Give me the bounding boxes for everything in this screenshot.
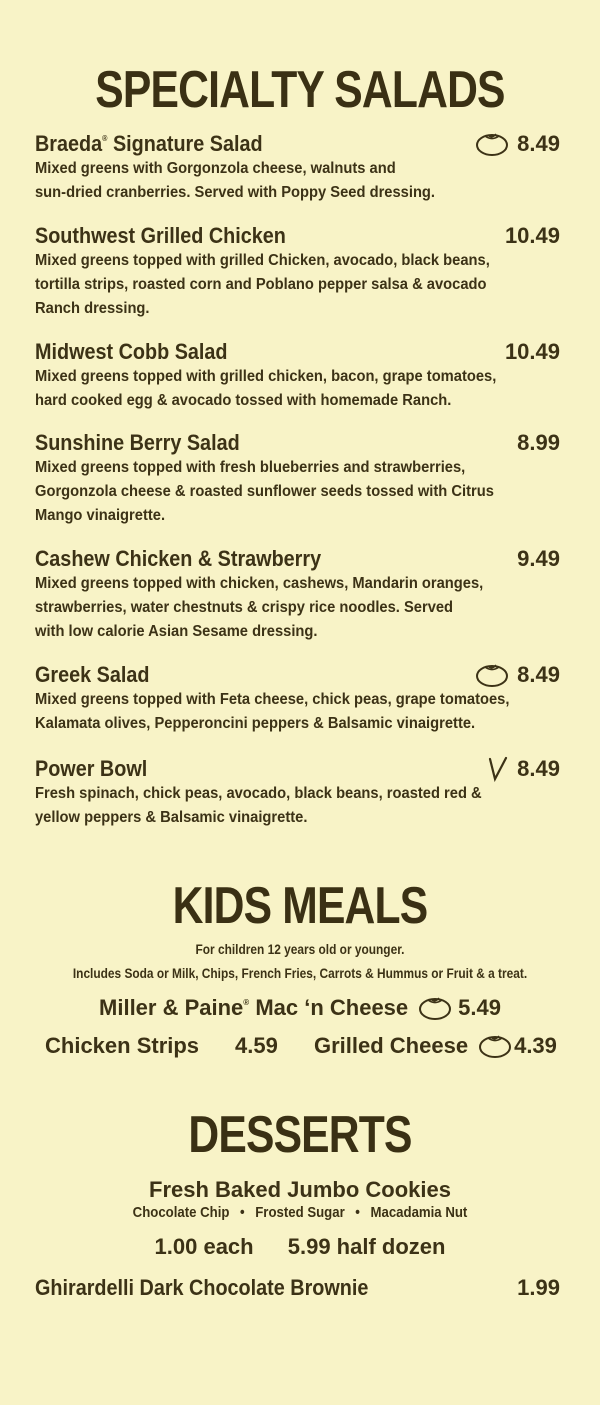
menu-item-greek-salad: [35, 662, 560, 736]
item-price: 10.49: [504, 223, 560, 248]
item-price: 1.99: [517, 1275, 560, 1300]
menu-item-power-bowl: [35, 756, 560, 830]
item-name: Grilled Cheese: [314, 1033, 469, 1058]
menu-item-midwest-cobb: [35, 339, 560, 413]
item-name: Cashew Chicken & Strawberry: [35, 546, 322, 571]
item-description: Mixed greens topped with grilled Chicken, avocado, black beans, tortilla strips, roasted corn and Poblano pepper salsa & avocado Ranch dressing.: [35, 252, 490, 317]
item-price: 8.49: [517, 756, 560, 781]
flavor-macadamia-nut: Macadamia Nut: [370, 1204, 468, 1221]
vegan-v-icon: [487, 756, 509, 782]
section-title-kids: KIDS MEALS: [172, 877, 428, 935]
item-description: Mixed greens with Gorgonzola cheese, walnuts and sun-dried cranberries. Served with Poppy Seed dressing.: [35, 160, 436, 201]
item-price: 10.49: [504, 339, 560, 364]
item-name: Chicken Strips: [45, 1033, 200, 1058]
item-name: Power Bowl: [35, 756, 148, 781]
item-name: Ghirardelli Dark Chocolate Brownie: [35, 1275, 369, 1300]
item-price: 8.49: [517, 131, 560, 156]
item-name: Southwest Grilled Chicken: [35, 223, 286, 248]
item-name: Braeda® Signature Salad: [35, 131, 263, 156]
item-name: Greek Salad: [35, 662, 150, 687]
tomato-icon: [475, 131, 509, 157]
item-name: Miller & Paine® Mac ‘n Cheese: [99, 995, 409, 1020]
menu-item-brownie: [35, 1275, 560, 1301]
menu-item-sunshine-berry: [35, 430, 560, 528]
flavor-frosted-sugar: Frosted Sugar: [255, 1204, 345, 1221]
bullet-dot: •: [240, 1204, 245, 1221]
item-description: Mixed greens topped with grilled chicken, bacon, grape tomatoes, hard cooked egg & avocado tossed with homemade Ranch.: [35, 368, 497, 409]
item-description: Mixed greens topped with chicken, cashews, Mandarin oranges, strawberries, water chestnuts & crispy rice noodles. Served with low calorie Asian Sesame dressing.: [35, 575, 484, 640]
item-price: 9.49: [517, 546, 560, 571]
price-each: 1.00 each: [154, 1234, 254, 1259]
bullet-dot: •: [355, 1204, 360, 1221]
registered-mark: ®: [102, 134, 108, 143]
item-name: Midwest Cobb Salad: [35, 339, 228, 364]
price-half-dozen: 5.99 half dozen: [287, 1234, 446, 1259]
item-name: Sunshine Berry Salad: [35, 430, 240, 455]
kids-includes-note: Includes Soda or Milk, Chips, French Fries, Carrots & Hummus or Fruit & a treat.: [72, 965, 528, 981]
item-price: 8.49: [517, 662, 560, 687]
item-description: Fresh spinach, chick peas, avocado, black beans, roasted red & yellow peppers & Balsamic vinaigrette.: [35, 785, 482, 826]
registered-mark: ®: [243, 998, 250, 1007]
item-price: 8.99: [517, 430, 560, 455]
kids-item-chicken-strips: [45, 1033, 278, 1059]
section-title-salads: SPECIALTY SALADS: [95, 61, 505, 119]
cookie-title: Fresh Baked Jumbo Cookies: [149, 1177, 451, 1202]
tomato-icon: [478, 1033, 512, 1059]
tomato-icon: [418, 995, 452, 1021]
menu-item-cashew-chicken: [35, 546, 560, 644]
flavor-chocolate-chip: Chocolate Chip: [132, 1204, 230, 1221]
item-price: 5.49: [458, 995, 501, 1020]
item-price: 4.59: [235, 1033, 278, 1058]
kids-item-mac-cheese: [0, 995, 600, 1021]
item-description: Mixed greens topped with fresh blueberries and strawberries, Gorgonzola cheese & roasted sunflower seeds tossed with Citrus Mango vinaigrette.: [35, 459, 494, 524]
menu-item-southwest-chicken: [35, 223, 560, 321]
section-title-desserts: DESSERTS: [188, 1106, 412, 1164]
cookie-prices: [0, 1234, 600, 1260]
menu-item-braeda-salad: [35, 131, 560, 205]
item-price: 4.39: [514, 1033, 557, 1058]
tomato-icon: [475, 662, 509, 688]
cookie-flavors: [36, 1204, 564, 1221]
item-description: Mixed greens topped with Feta cheese, chick peas, grape tomatoes, Kalamata olives, Pepperoncini peppers & Balsamic vinaigrette.: [35, 691, 510, 732]
kids-age-note: For children 12 years old or younger.: [195, 941, 405, 957]
kids-item-grilled-cheese: [314, 1033, 557, 1059]
